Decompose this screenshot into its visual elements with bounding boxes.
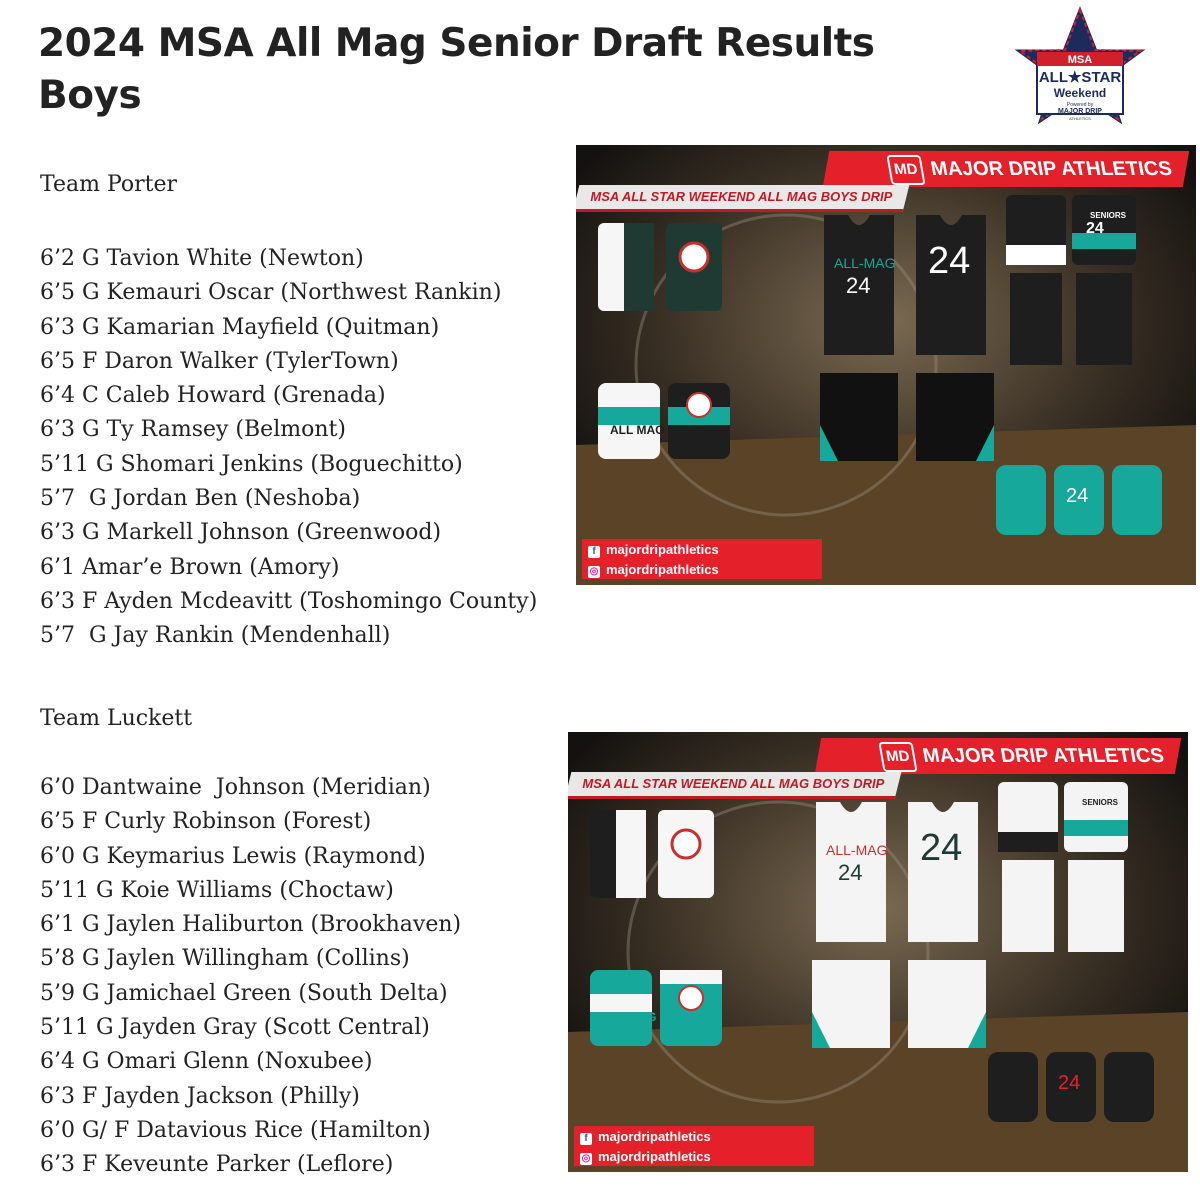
subtitle-banner <box>576 185 909 212</box>
list-item: 5’7 G Jordan Ben (Neshoba) <box>40 486 361 512</box>
list-item: 6’3 G Kamarian Mayfield (Quitman) <box>40 314 440 340</box>
logo-line2: Weekend <box>1053 86 1107 100</box>
list-item: 6’5 G Kemauri Oscar (Northwest Rankin) <box>40 280 502 306</box>
instagram-handle: majordripathletics <box>606 562 719 577</box>
facebook-handle: majordripathletics <box>606 542 719 557</box>
page-title <box>38 18 938 122</box>
list-item: 6’3 F Ayden Mcdeavitt (Toshomingo County) <box>40 588 538 614</box>
list-item: 6’3 G Ty Ramsey (Belmont) <box>40 417 346 443</box>
logo-line1: ALL★STAR <box>1038 69 1122 86</box>
brand-name: MAJOR DRIP ATHLETICS <box>921 745 1166 767</box>
jacket-text: ALL MAG <box>610 423 665 437</box>
jersey-text: ALL-MAG <box>826 842 888 858</box>
hoodie-text: SENIORS <box>1082 798 1119 807</box>
logo-powered: Powered by <box>1066 102 1094 108</box>
team-heading-luckett: Team Luckett <box>40 706 193 731</box>
list-item: 6’3 G Markell Johnson (Greenwood) <box>40 520 442 546</box>
title-line-2: Boys <box>38 73 142 118</box>
jersey-number-front: 24 <box>838 860 863 885</box>
list-item: 5’9 G Jamichael Green (South Delta) <box>40 980 448 1006</box>
list-item: 6’4 G Omari Glenn (Noxubee) <box>40 1049 373 1075</box>
list-item: 6’1 Amar’e Brown (Amory) <box>40 554 340 580</box>
md-logo-mark: MD <box>879 742 918 772</box>
facebook-handle: majordripathletics <box>598 1129 711 1144</box>
facebook-icon: f <box>588 546 600 558</box>
jersey-text: ALL-MAG <box>834 255 896 271</box>
list-item: 6’0 Dantwaine Johnson (Meridian) <box>40 775 431 800</box>
roster-luckett <box>40 771 461 1183</box>
all-star-weekend-logo <box>985 0 1175 150</box>
subtitle-banner <box>568 772 901 799</box>
logo-org: MSA <box>1067 54 1093 66</box>
list-item: 6’0 G Keymarius Lewis (Raymond) <box>40 843 426 869</box>
jersey-number-back: 24 <box>928 240 971 282</box>
logo-sponsor: MAJOR DRIP <box>1058 108 1102 115</box>
list-item: 6’5 F Curly Robinson (Forest) <box>40 809 372 835</box>
backpack-number: 24 <box>1058 1072 1081 1094</box>
brand-banner <box>815 738 1181 774</box>
backpack-number: 24 <box>1066 485 1089 507</box>
social-handles <box>582 539 822 579</box>
list-item: 6’2 G Tavion White (Newton) <box>40 246 364 271</box>
list-item: 5’11 G Shomari Jenkins (Boguechitto) <box>40 451 463 477</box>
list-item: 6’3 F Jayden Jackson (Philly) <box>40 1083 360 1109</box>
roster-porter <box>40 242 537 654</box>
team-heading-porter: Team Porter <box>40 172 178 197</box>
list-item: 6’5 F Daron Walker (TylerTown) <box>40 348 399 374</box>
list-item: 5’8 G Jaylen Willingham (Collins) <box>40 946 410 972</box>
list-item: 6’4 C Caleb Howard (Grenada) <box>40 383 386 409</box>
subtitle-text: MSA ALL STAR WEEKEND ALL MAG BOYS DRIP <box>590 189 893 204</box>
social-handles <box>574 1126 814 1166</box>
list-item: 5’7 G Jay Rankin (Mendenhall) <box>40 623 391 649</box>
title-line-1: 2024 MSA All Mag Senior Draft Results <box>38 21 875 66</box>
md-logo-mark: MD <box>887 155 926 185</box>
facebook-icon: f <box>580 1133 592 1145</box>
list-item: 5’11 G Koie Williams (Choctaw) <box>40 877 394 903</box>
subtitle-text: MSA ALL STAR WEEKEND ALL MAG BOYS DRIP <box>582 776 885 791</box>
hoodie-number: 24 <box>1086 220 1104 237</box>
hoodie-text: SENIORS <box>1090 211 1127 220</box>
list-item: 5’11 G Jayden Gray (Scott Central) <box>40 1015 430 1041</box>
brand-banner <box>823 151 1189 187</box>
instagram-handle: majordripathletics <box>598 1149 711 1164</box>
instagram-icon: ◎ <box>589 566 599 577</box>
list-item: 6’1 G Jaylen Haliburton (Brookhaven) <box>40 912 462 938</box>
jersey-number-front: 24 <box>846 273 871 298</box>
jacket-text: ALL MAG <box>602 1010 657 1024</box>
uniform-promo-panel-light <box>568 732 1188 1172</box>
logo-sponsor-sub: ATHLETICS <box>1069 116 1091 121</box>
uniform-promo-panel-dark <box>576 145 1196 585</box>
jersey-number-back: 24 <box>920 827 963 869</box>
instagram-icon: ◎ <box>581 1153 591 1164</box>
list-item: 6’0 G/ F Datavious Rice (Hamilton) <box>40 1117 431 1143</box>
brand-name: MAJOR DRIP ATHLETICS <box>929 158 1174 180</box>
list-item: 6’3 F Keveunte Parker (Leflore) <box>40 1152 394 1178</box>
